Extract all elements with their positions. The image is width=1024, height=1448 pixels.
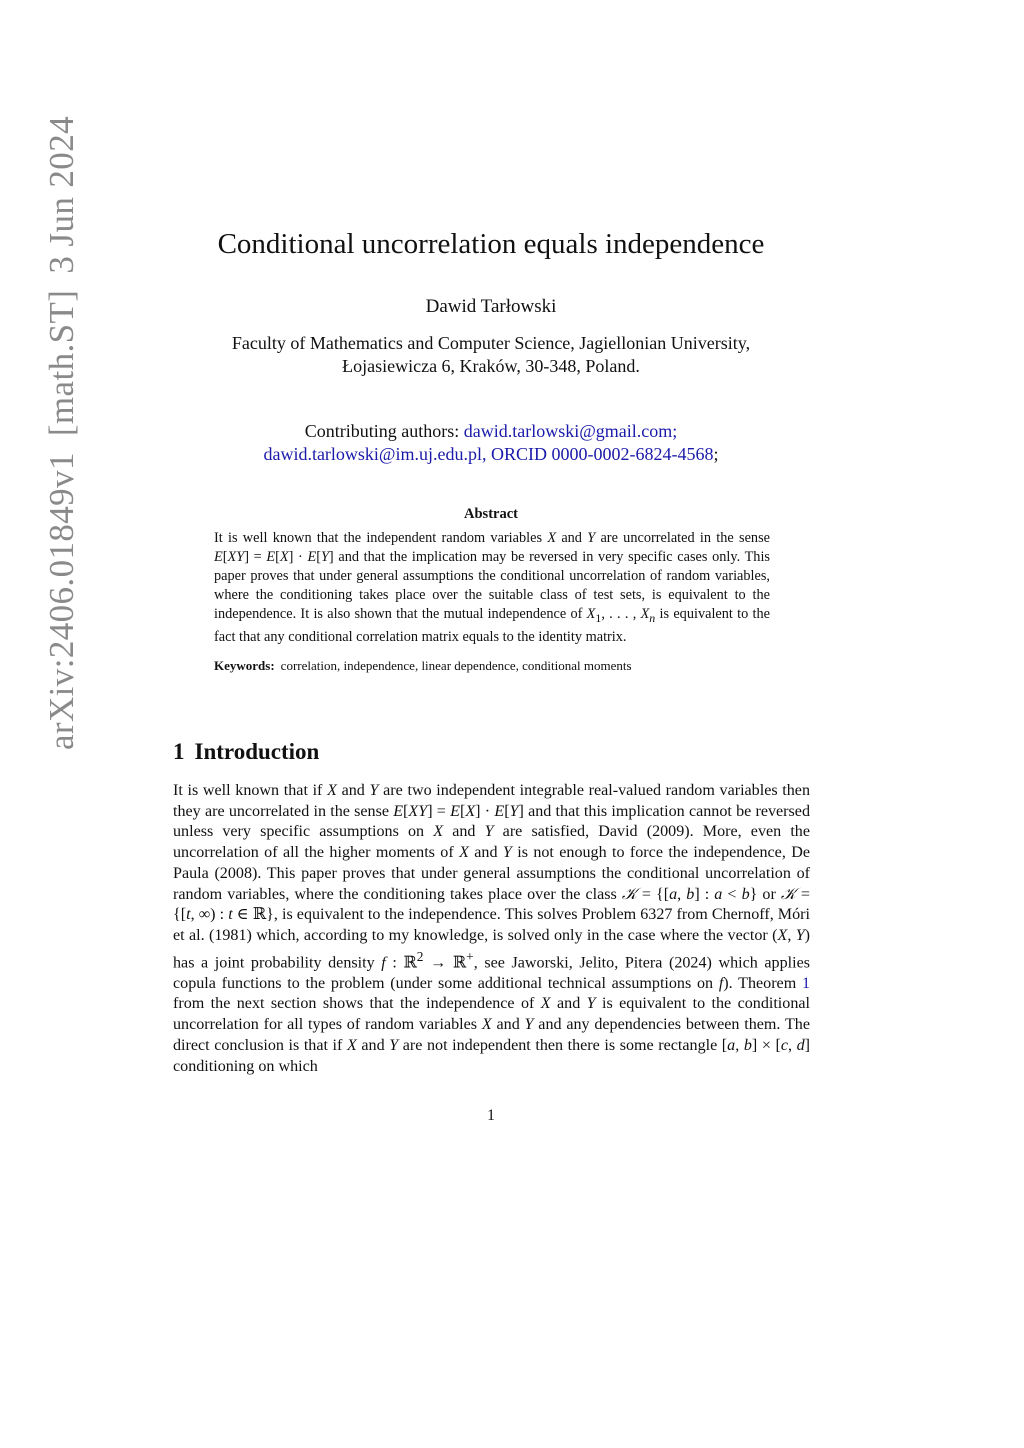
arxiv-category: [math.ST] <box>42 289 81 437</box>
arxiv-date: 3 Jun 2024 <box>42 116 81 274</box>
orcid-link[interactable]: ORCID 0000-0002-6824-4568 <box>491 444 714 464</box>
section-heading <box>173 739 319 765</box>
email-link-gmail[interactable]: dawid.tarlowski@gmail.com; <box>463 421 678 441</box>
section-number: 1 <box>173 739 185 764</box>
keywords <box>214 658 632 674</box>
abstract-heading: Abstract <box>464 506 518 522</box>
paper-title: Conditional uncorrelation equals independence <box>217 228 765 260</box>
section-title: Introduction <box>194 739 320 764</box>
affiliation-line-1: Faculty of Mathematics and Computer Science, Jagiellonian University, <box>231 333 751 353</box>
email-link-uj[interactable]: dawid.tarlowski@im.uj.edu.pl, <box>263 444 487 464</box>
contributing-authors <box>0 420 982 466</box>
affiliation <box>0 332 982 378</box>
contrib-end: ; <box>713 444 719 464</box>
author-name: Dawid Tarłowski <box>425 296 557 317</box>
abstract-text: It is well known that the independent random variables X and Y are uncorrelated in the sense E[XY] = E[X] · E[Y] and that the implication may be reversed in very specific cases only. This paper proves that under general assumptions the conditional uncorrelation of random variables, where the conditioning takes place over the suitable class of test sets, is equivalent to the independence. It is also shown that the mutual independence of $X_1$, . . . , $X_n$ is equivalent to the fact that any conditional correlation matrix equals to the identity matrix. <box>214 530 771 645</box>
theorem-link[interactable]: 1 <box>801 974 810 992</box>
page-number: 1 <box>487 1107 495 1124</box>
contributing-label: Contributing authors: <box>304 421 460 441</box>
affiliation-line-2: Łojasiewicza 6, Kraków, 30-348, Poland. <box>342 356 640 376</box>
arxiv-id: arXiv:2406.01849v1 <box>42 452 81 750</box>
keywords-list: correlation, independence, linear dependence, conditional moments <box>280 658 632 673</box>
introduction-text: It is well known that if X and Y are two independent integrable real-valued random variables then they are uncorrelated in the sense E[XY] = E[X] · E[Y] and that this implication cannot be reversed unless very specific assumptions on X and Y are satisfied, David (2009). More, even the uncorrelation of all the higher moments of X and Y is not enough to force the independence, De Paula (2008). This paper proves that under general assumptions the conditional uncorrelation of random variables, where the conditioning takes place over the class 𝒦 = {[a, b] : a < b} or 𝒦 = {[t, ∞) : t ∈ ℝ}, is equivalent to the independence. This solves Problem 6327 from Chernoff, Móri et al. (1981) which, according to my knowledge, is solved only in the case where the vector (X, Y) has a joint probability density f : ℝ$^2$ → ℝ+, see Jaworski, Jelito, Pitera (2024) which applies copula functions to the problem (under some additional technical assumptions on f). Theorem 1 from the next section shows that the independence of X and Y is equivalent to the conditional uncorrelation for all types of random variables X and Y and any dependencies between them. The direct conclusion is that if X and Y are not independent then there is some rectangle [a, b] × [c, d] conditioning on which <box>173 782 811 1075</box>
keywords-label: Keywords: <box>214 658 275 673</box>
